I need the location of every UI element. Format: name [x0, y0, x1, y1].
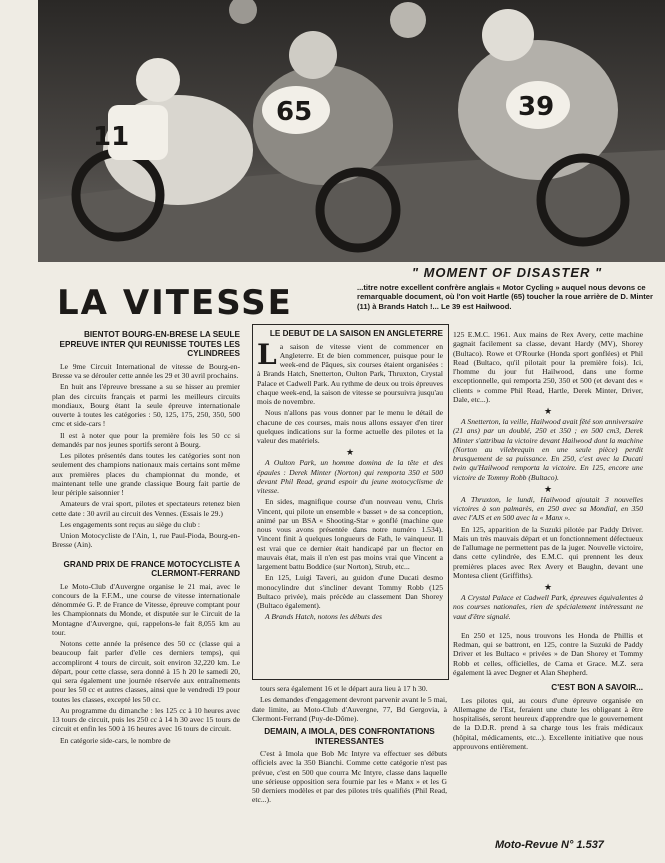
paragraph: 125 E.M.C. 1961. Aux mains de Rex Avery, cette machine gagnait facilement sa classe, devant Hardy (MV), Shorey (Bultaco). Rowe et O'Rourke (Honda sport gonflées) et Phil Read (Bultaco, qu'il pilotait pour la première fois). Ici, l'homme du jour fut Hailwood, dans une forme exceptionnelle, qui remporta 250, 350 et 500 (et devant des « clients » comme Phil Read, Hartle, Derek Minter, Driver, Dale, etc...). [453, 330, 643, 404]
heading-imola: DEMAIN, A IMOLA, DES CONFRONTATIONS INTERESSANTES [264, 727, 435, 746]
headline: LA VITESSE [57, 283, 293, 323]
paragraph: Amateurs de vrai sport, pilotes et spectateurs retenez bien cette date : 30 avril au circuit des Vennes. (Essais le 29.) [52, 499, 240, 518]
number-65: 65 [276, 97, 313, 127]
heading-grand-prix: GRAND PRIX DE FRANCE MOTOCYCLISTE A CLERMONT-FERRAND [63, 559, 240, 579]
paragraph: En sides, magnifique course d'un nouveau venu, Chris Vincent, qui pilote un ensemble « basset » de sa conception, animé par un BSA « Shooting-Star » gonflé (machine que nous vous avons présentée dans notre numéro 1.534). Vincent finit à quelques longueurs de Fath, le vainqueur. Il est vrai que ce dernier était handicapé par un flector en mauvais état, mais il n'en est pas moins vrai que Vincent a largement battu Boddice (sur Norton), Strub, etc... [257, 497, 443, 572]
paragraph: Au programme du dimanche : les 125 cc à 10 heures avec 13 tours de circuit, puis les 250 cc à 14 h 30 avec 15 tours de circuit et enfin les 500 à 16 heures avec 16 tours de circuit. [52, 705, 240, 734]
number-39: 39 [518, 92, 555, 122]
paragraph [257, 337, 443, 407]
paragraph: En catégorie side-cars, le nombre de [60, 735, 171, 745]
paragraph: Il est à noter que pour la première fois les 50 cc si demandés par nos jeunes sportifs seront à Bourg. [52, 430, 240, 449]
column-3 [453, 330, 643, 835]
column-2-lower [252, 684, 447, 834]
paragraph-text: a saison de vitesse vient de commencer en Angleterre. Et de bien commencer, puisque pour le week-end de Pâques, six courses étaient organisées : à Brands Hatch, Snetterton, Oulton Park, Thruxton, Crystal Palace et Cadwell Park. Au rythme de deux ou trois épreuves chaque week-end, la saison de vitesse se poursuivra jusqu'au mois de novembre. [257, 341, 443, 407]
paragraph: Nous n'allons pas vous donner par le menu le détail de chacune de ces courses, mais nous allons essayer d'en tirer quelques indications sur la forme actuelle des pilotes et la valeur des matériels. [257, 408, 443, 446]
paragraph: Les pilotes qui, au cours d'une épreuve organisée en Allemagne de l'Est, feraient une chute les obligeant à être hospitalisés, seront heureux d'apprendre que le gouvernement de la D.D.R. prend à sa charge tous les frais médicaux (hôpital, médicaments, etc...). Excellente initiative que nous approuvons entièrement. [453, 695, 643, 751]
star-separator: ★ [543, 483, 553, 494]
paragraph: Le 9me Circuit International de vitesse de Bourg-en-Bresse va se dérouler cette année les 29 et 30 avril prochains. [52, 361, 240, 381]
column-1 [52, 330, 240, 830]
paragraph: C'est à Imola que Bob Mc Intyre va effectuer ses débuts officiels avec la 350 Bianchi. Comme cette catégorie n'est pas prévue, c'est en 500 que courra Mc Intyre, classe dans laquelle une sérieuse opposition sera fournie par les « Manx » et les G 50 derniers modèles et par des pilotes très qualifiés (Phil Read, etc...). [252, 749, 447, 805]
heading-bon-a-savoir: C'EST BON A SAVOIR... [551, 683, 643, 692]
caption-body: ...titre notre excellent confrère anglais « Motor Cycling » auquel nous devons ce remarquable document, où l'on voit Hartle (65) toucher la roue arrière de D. Minter (11) à Brands Hatch !... Le 39 est Hailwood. [357, 283, 653, 311]
paragraph: Notons cette année la présence des 50 cc (classe qui a beaucoup fait parler d'elle ces derniers temps), qui accompliront 4 tours de circuit, soit environ 32,220 km. Le départ, pour cette classe, sera donné à 15 h 20 le samedi 20, qui sera également une journée réservée aux entraînements pour les 50 cc et autres classes, ainsi que le vendredi 19 pour toutes les classes, excepté les 50 cc. [52, 639, 240, 704]
paragraph: En 250 et 125, nous trouvons les Honda de Phillis et Redman, qui se battront, en 125, contre la Suzuki de Paddy Driver et les Bultaco « privées » de Dan Shorey et Tommy Robb et celles, officielles, de Cama et Grace. M.Z. sera également là avec Degner et Alan Shepherd. [453, 630, 643, 677]
heading-bourg: BIENTOT BOURG-EN-BRESE LA SEULE EPREUVE INTER QUI REUNISSE TOUTES LES CYLINDREES [59, 330, 240, 359]
number-11: 11 [93, 122, 130, 152]
paragraph: A Brands Hatch, notons les débuts des [265, 612, 382, 622]
paragraph: tours sera également 16 et le départ aura lieu à 17 h 30. [260, 684, 428, 693]
star-separator: ★ [543, 406, 553, 416]
paragraph: En 125, Luigi Taveri, au guidon d'une Ducati desmo monocylindre dut s'incliner devant Tommy Robb (125 Bultaco privée), mais précède au classement Dan Shorey (Bultaco également). [257, 573, 443, 611]
motorcycle-race-image [38, 0, 665, 262]
drop-cap: L [257, 337, 277, 371]
heading-angleterre: LE DEBUT DE LA SAISON EN ANGLETERRE [269, 329, 443, 338]
paragraph: Les pilotes présentés dans toutes les catégories sont non seulement des champions nationaux mais certains sont même aux premières places du championnat du monde, et maintenant telle une grande classique Bourg fait partie de leur périple saisonnier ! [52, 451, 240, 498]
column-2-box [257, 329, 443, 675]
caption-title: " MOMENT OF DISASTER " [411, 265, 603, 280]
paragraph: En 125, apparition de la Suzuki pilotée par Paddy Driver. Mais un très mauvais départ et un fonctionnement défectueux de l'allumage ne permettent pas de la juger. Nouvelle victoire, dans cette cylindrée, des E.M.C. qui prennent les deux premières places avec Rex Avery et Baughn, devant une Montesa client (Griffiths). [453, 524, 643, 580]
race-photo [38, 0, 665, 262]
paragraph: A Oulton Park, un homme domina de la tête et des épaules : Derek Minter (Norton) qui remporta 350 et 500 devant Phil Read, grand espoir du jeune motocyclisme de vitesse. [257, 458, 443, 496]
paragraph: Les engagements sont reçus au siège du club : [60, 519, 201, 529]
paragraph: En huit ans l'épreuve bressane a su se hisser au premier plan des circuits français et parmi les meilleurs circuits mondiaux, Bourg étant la seule épreuve internationale ouverte à toutes les catégories : 50, 125, 175, 250, 350, 500 cmc et side-cars ! [52, 382, 240, 429]
paragraph: A Snetterton, la veille, Hailwood avait fêté son anniversaire (21 ans) par un doublé, 250 et 350 ; en 500 cm3, Derek Minter s'attribua la victoire devant Hailwood dont la machine (Norton au vilebrequin en une seule pièce) perdit brusquement de sa puissance. En 250, c'est avec la Ducati twin qu'Hailwood remporta la victoire. En 125, encore une victoire de Tommy Robb (Bultaco). [453, 417, 643, 482]
paragraph: A Crystal Palace et Cadwell Park, épreuves équivalentes à nos courses nationales, rien de spécialement intéressant ne vaut d'être signalé. [453, 593, 643, 621]
paragraph: Le Moto-Club d'Auvergne organise le 21 mai, avec le concours de la F.F.M., une course de vitesse internationale dénommée G. P. de France de Vitesse, épreuve comptant pour les Championnats du Monde, et disputée sur le Circuit de la Montagne d'Auvergne, qui, rappelons-le fait 8,055 km au tour. [52, 581, 240, 637]
star-separator: ★ [543, 582, 553, 592]
paragraph: A Thruxton, le lundi, Hailwood ajoutait 3 nouvelles victoires à son palmarès, en 250 avec sa Mondial, en 350 avec l'AJS et en 500 avec la « Manx ». [453, 494, 643, 523]
paragraph: Union Motocycliste de l'Ain, 1, rue Paul-Pioda, Bourg-en-Bresse (Ain). [52, 531, 240, 550]
star-separator: ★ [345, 447, 355, 458]
paragraph: Les demandes d'engagement devront parvenir avant le 5 mai, date limite, au Moto-Club d'Auvergne, 77, Bd Gergovia, à Clermont-Ferrand (Puy-de-Dôme). [252, 695, 447, 723]
page-footer: Moto-Revue N° 1.537 [495, 839, 604, 851]
